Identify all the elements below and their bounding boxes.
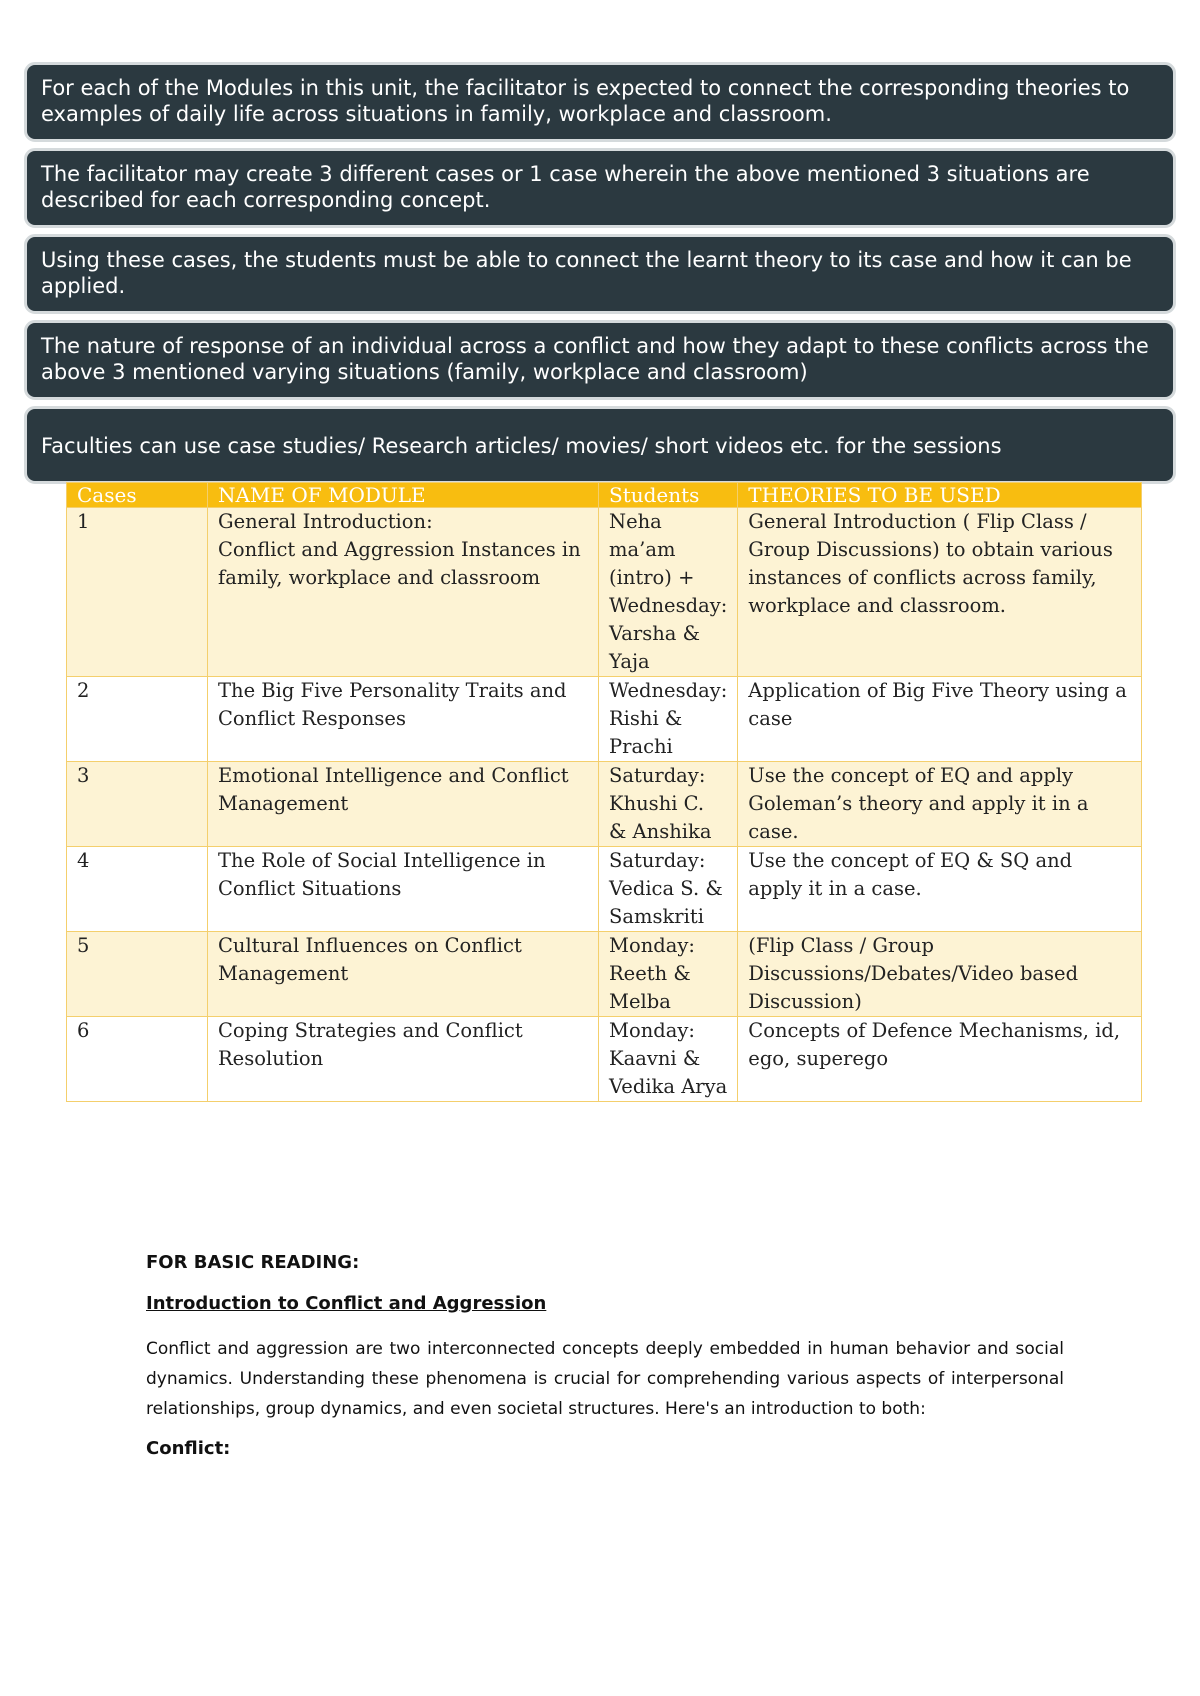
header-students: Students [599,483,738,508]
table-row [67,762,1142,847]
cell-module: Cultural Influences on Conflict Management [208,932,599,1017]
header-cases: Cases [67,483,208,508]
cell-students: Wednesday: Rishi & Prachi [599,677,738,762]
header-theories: THEORIES TO BE USED [738,483,1142,508]
info-box-resources: Faculties can use case studies/ Research articles/ movies/ short videos etc. for the sessions [24,406,1176,484]
table-header-row [67,483,1142,508]
cell-theories: Use the concept of EQ & SQ and apply it in a case. [738,847,1142,932]
table-row [67,847,1142,932]
section-label-conflict: Conflict: [146,1438,231,1459]
cell-module: Emotional Intelligence and Conflict Management [208,762,599,847]
cell-module: The Big Five Personality Traits and Conflict Responses [208,677,599,762]
cell-students: Saturday: Vedica S. & Samskriti [599,847,738,932]
info-box-response: The nature of response of an individual across a conflict and how they adapt to these conflicts across the above 3 mentioned varying situations (family, workplace and classroom) [24,320,1176,400]
cell-students: Monday: Reeth & Melba [599,932,738,1017]
cell-case: 1 [67,508,208,677]
basic-reading-section [146,1252,1064,1459]
cell-theories: (Flip Class / Group Discussions/Debates/Video based Discussion) [738,932,1142,1017]
header-module-name: NAME OF MODULE [208,483,599,508]
cell-theories: Concepts of Defence Mechanisms, id, ego, superego [738,1017,1142,1102]
cell-theories: General Introduction ( Flip Class / Group Discussions) to obtain various instances of conflicts across family, workplace and classroom. [738,508,1142,677]
cell-theories: Use the concept of EQ and apply Goleman’s theory and apply it in a case. [738,762,1142,847]
cell-case: 3 [67,762,208,847]
table-row [67,1017,1142,1102]
reading-subheading: Introduction to Conflict and Aggression [146,1293,547,1314]
info-box-cases: The facilitator may create 3 different cases or 1 case wherein the above mentioned 3 situations are described for each corresponding concept. [24,148,1176,228]
info-box-modules: For each of the Modules in this unit, the facilitator is expected to connect the corresponding theories to examples of daily life across situations in family, workplace and classroom. [24,62,1176,142]
cell-students: Monday: Kaavni & Vedika Arya [599,1017,738,1102]
info-box-students: Using these cases, the students must be able to connect the learnt theory to its case and how it can be applied. [24,234,1176,314]
cell-module: The Role of Social Intelligence in Conflict Situations [208,847,599,932]
table-row [67,508,1142,677]
cell-case: 5 [67,932,208,1017]
table-row [67,677,1142,762]
table-row [67,932,1142,1017]
cell-case: 2 [67,677,208,762]
cell-module: General Introduction: Conflict and Aggression Instances in family, workplace and classroom [208,508,599,677]
modules-table [66,482,1142,1102]
cell-case: 6 [67,1017,208,1102]
cell-case: 4 [67,847,208,932]
cell-students: Saturday: Khushi C. & Anshika [599,762,738,847]
reading-paragraph: Conflict and aggression are two interconnected concepts deeply embedded in human behavior and social dynamics. Understanding these phenomena is crucial for comprehending various aspects of interpersonal relationships, group dynamics, and even societal structures. Here's an introduction to both: [146,1339,1064,1419]
cell-module: Coping Strategies and Conflict Resolution [208,1017,599,1102]
reading-heading: FOR BASIC READING: [146,1252,360,1273]
cell-theories: Application of Big Five Theory using a case [738,677,1142,762]
cell-students: Neha ma’am (intro) + Wednesday: Varsha & Yaja [599,508,738,677]
facilitator-notes [24,62,1176,490]
